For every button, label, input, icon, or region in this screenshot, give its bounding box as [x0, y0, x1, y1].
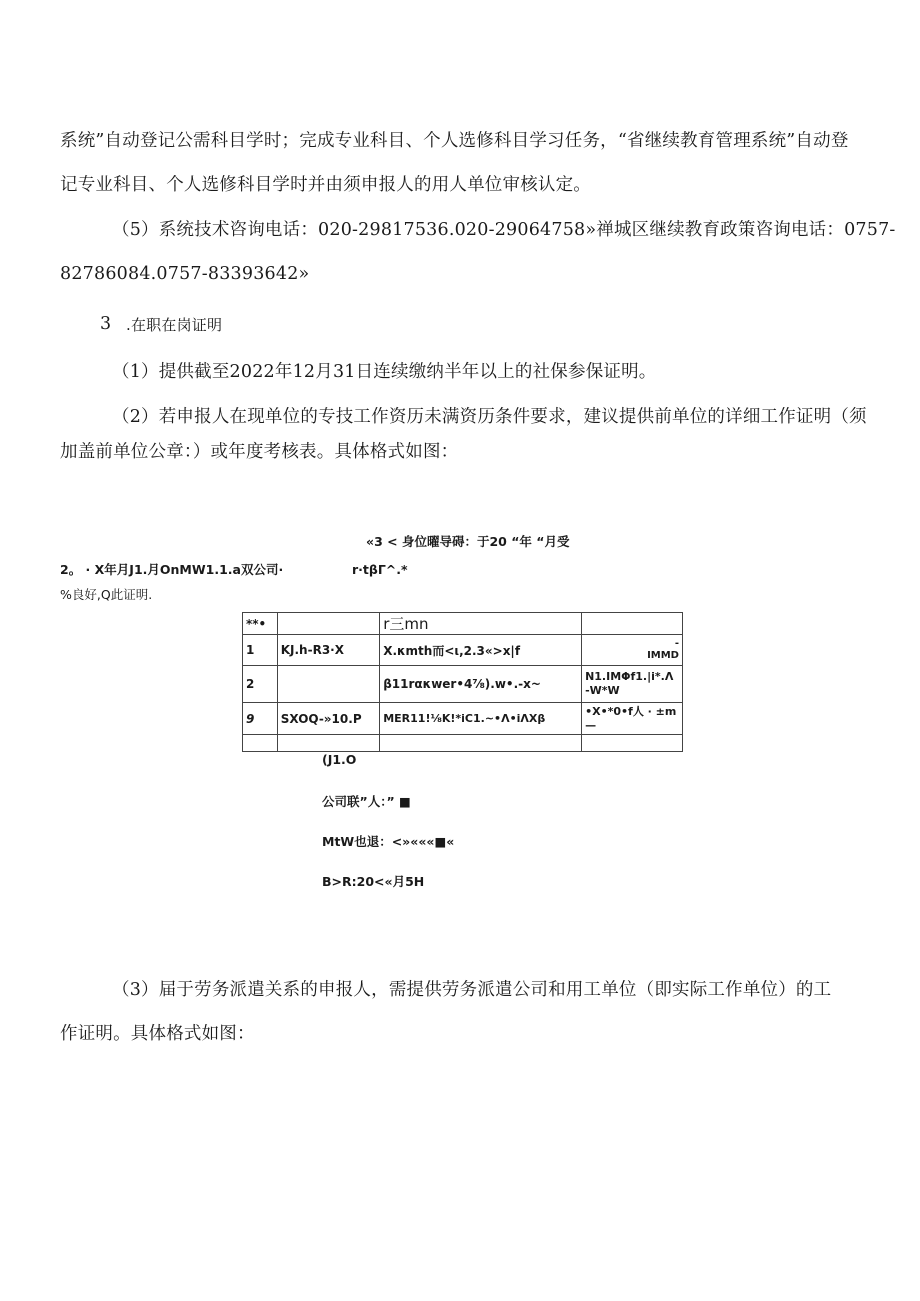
section-heading-number: 3	[100, 314, 112, 334]
item-2-line-2: 加盖前单位公章：）或年度考核表。具体格式如图：	[60, 442, 459, 462]
table-cell: r三mn	[380, 613, 582, 635]
table-cell	[582, 735, 683, 752]
table-row	[243, 703, 683, 735]
table-cell: - IMMD	[582, 635, 683, 666]
certificate-line-2: %良好,Q此证明.	[60, 587, 153, 602]
table-cell: N1.IMΦf1.|i*.Λ -W*W	[582, 666, 683, 703]
table-header-row	[243, 613, 683, 635]
table-cell: •X•*0•f人 · ±m —	[582, 703, 683, 735]
paragraph-line-4: 82786084.0757-83393642»	[60, 264, 310, 284]
table-cell	[277, 666, 379, 703]
table-cell: KJ.h-R3·X	[277, 635, 379, 666]
item-3-line-1: （3）届于劳务派遣关系的申报人，需提供劳务派遣公司和用工单位（即实际工作单位）的工	[112, 980, 832, 1000]
table-cell	[277, 735, 379, 752]
table-cell	[582, 613, 683, 635]
table-cell: ΜER11!⅛K!*iC1.~•Λ•iΛXβ	[380, 703, 582, 735]
table-row	[243, 635, 683, 666]
certificate-line-1-right: r·tβΓ^.*	[352, 562, 408, 577]
section-heading: .在职在岗证明	[126, 316, 223, 334]
table-cell	[243, 735, 278, 752]
certificate-signature-3: MtW也退：<»«««■«	[322, 834, 455, 849]
certificate-table	[242, 612, 683, 752]
certificate-signature-4: B>R:20<«月5H	[322, 874, 425, 889]
item-3-line-2: 作证明。具体格式如图：	[60, 1024, 255, 1044]
table-cell: X.κmth而<ι,2.3«>x|f	[380, 635, 582, 666]
table-cell: 2	[243, 666, 278, 703]
item-2-line-1: （2）若申报人在现单位的专技工作资历未满资历条件要求，建议提供前单位的详细工作证明（须	[112, 407, 867, 427]
table-cell: SXOQ-»10.P	[277, 703, 379, 735]
table-cell: 1	[243, 635, 278, 666]
table-cell: **•	[243, 613, 278, 635]
item-1: （1）提供截至2022年12月31日连续缴纳半年以上的社保参保证明。	[112, 362, 657, 382]
certificate-line-1: 2。 · X年月J1.月OnMW1.1.a双公司·	[60, 562, 284, 577]
paragraph-line-2: 记专业科目、个人选修科目学时并由须申报人的用人单位审核认定。	[60, 175, 591, 195]
table-row	[243, 666, 683, 703]
table-cell: β11rακwer•4⅞).w•.-x~	[380, 666, 582, 703]
table-cell	[277, 613, 379, 635]
table-cell	[380, 735, 582, 752]
paragraph-line-1: 系统”自动登记公需科目学时；完成专业科目、个人选修科目学习任务，“省继续教育管理系统”自动登	[60, 131, 849, 151]
certificate-title: «3 < 身位曜导碍：于20 “年 “月受	[366, 534, 570, 549]
certificate-signature-2: 公司联”人：” ■	[322, 794, 411, 809]
paragraph-line-3: （5）系统技术咨询电话：020-29817536.020-29064758»禅城区继续教育政策咨询电话：0757-	[112, 220, 896, 240]
table-row	[243, 735, 683, 752]
table-cell: 9	[243, 703, 278, 735]
certificate-signature-1: (J1.O	[322, 752, 357, 767]
